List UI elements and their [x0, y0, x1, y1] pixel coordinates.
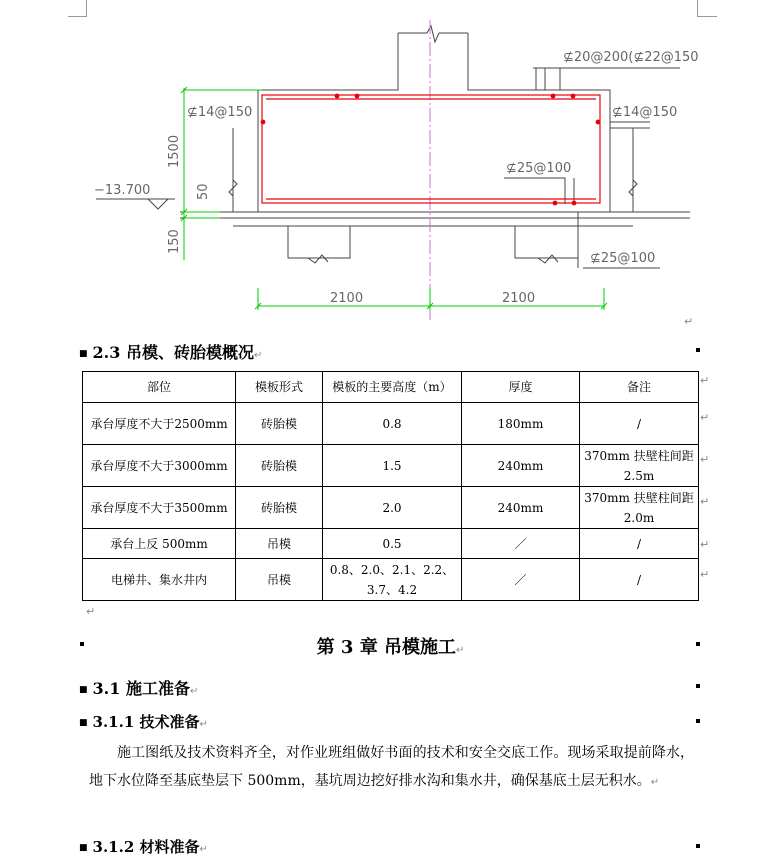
dim-50: 50 — [196, 183, 211, 200]
table-header-row — [83, 372, 699, 403]
right-block-mark — [696, 684, 700, 688]
table-cell: ／ — [462, 529, 580, 559]
section-heading-3-1: ■ 3.1 施工准备↵ — [79, 679, 199, 698]
table-cell: 承台厚度不大于3000mm — [83, 445, 236, 487]
cell-end-mark: ↵ — [700, 453, 710, 466]
table-row — [83, 529, 699, 559]
dim-left: 2100 — [330, 291, 364, 306]
table-cell: 0.8 — [323, 403, 462, 445]
dim-150: 150 — [167, 229, 182, 254]
cell-end-mark: ↵ — [700, 568, 710, 581]
table-cell: 电梯井、集水井内 — [83, 559, 236, 601]
rebar-label-bottom: ⊈25@100 — [590, 251, 656, 266]
table-cell: 0.5 — [323, 529, 462, 559]
table-cell: 承台厚度不大于2500mm — [83, 403, 236, 445]
table-cell: 370mm 扶壁柱间距 2.5m — [580, 445, 699, 487]
body-paragraph: 施工图纸及技术资料齐全，对作业班组做好书面的技术和安全交底工作。现场采取提前降水，地下水位降至基底垫层下 500mm，基坑周边挖好排水沟和集水井，确保基底土层无积水。↵ — [89, 745, 694, 789]
cell-end-mark: ↵ — [700, 374, 710, 387]
table-cell: 180mm — [462, 403, 580, 445]
table-cell: 砖胎模 — [236, 403, 323, 445]
paragraph-mark: ↵ — [86, 605, 96, 618]
table-cell: 砖胎模 — [236, 487, 323, 529]
dim-right: 2100 — [502, 291, 536, 306]
cell-end-mark: ↵ — [700, 411, 710, 424]
table-cell: 240mm — [462, 487, 580, 529]
table-row — [83, 487, 699, 529]
table-cell: / — [580, 529, 699, 559]
dim-1500: 1500 — [167, 134, 182, 168]
right-block-mark — [696, 642, 700, 646]
rebar-label-left: ⊈14@150 — [187, 105, 253, 120]
table-cell: 0.8、2.0、2.1、2.2、3.7、4.2 — [323, 559, 462, 601]
right-block-mark — [696, 348, 700, 352]
paragraph-mark: ↵ — [684, 315, 694, 328]
header-cell: 厚度 — [462, 372, 580, 403]
section-heading-2-3: ■ 2.3 吊模、砖胎模概况↵ — [79, 343, 263, 362]
table-cell: 1.5 — [323, 445, 462, 487]
elevation-label: −13.700 — [94, 183, 151, 198]
table-row — [83, 403, 699, 445]
right-block-mark — [696, 844, 700, 848]
table-cell: / — [580, 559, 699, 601]
rebar-label-right: ⊈14@150 — [612, 105, 678, 120]
table-cell: 砖胎模 — [236, 445, 323, 487]
table-cell: / — [580, 403, 699, 445]
table-cell: 370mm 扶壁柱间距 2.0m — [580, 487, 699, 529]
header-cell: 模板形式 — [236, 372, 323, 403]
right-block-mark — [696, 719, 700, 723]
section-number: 2.3 — [92, 343, 121, 362]
table-cell: 吊模 — [236, 529, 323, 559]
section-heading-3-1-1: ■ 3.1.1 技术准备↵ — [79, 713, 208, 731]
table-cell: 承台厚度不大于3500mm — [83, 487, 236, 529]
table-cell: 承台上反 500mm — [83, 529, 236, 559]
formwork-table — [82, 371, 699, 601]
header-cell: 模板的主要高度（m） — [323, 372, 462, 403]
table-cell: ／ — [462, 559, 580, 601]
table-row — [83, 445, 699, 487]
table-row — [83, 559, 699, 601]
cell-end-mark: ↵ — [700, 538, 710, 551]
table-cell: 240mm — [462, 445, 580, 487]
header-cell: 部位 — [83, 372, 236, 403]
foundation-section-drawing — [0, 0, 781, 330]
section-title: 吊模、砖胎模概况 — [125, 343, 254, 362]
cell-end-mark: ↵ — [700, 495, 710, 508]
table-cell: 吊模 — [236, 559, 323, 601]
rebar-label-mid: ⊈25@100 — [506, 161, 572, 176]
chapter-title: 第 3 章 吊模施工↵ — [316, 637, 465, 658]
table-cell: 2.0 — [323, 487, 462, 529]
header-cell: 备注 — [580, 372, 699, 403]
rebar-label-top: ⊈20@200(⊈22@150 — [563, 50, 699, 65]
section-heading-3-1-2: ■ 3.1.2 材料准备↵ — [79, 838, 208, 856]
